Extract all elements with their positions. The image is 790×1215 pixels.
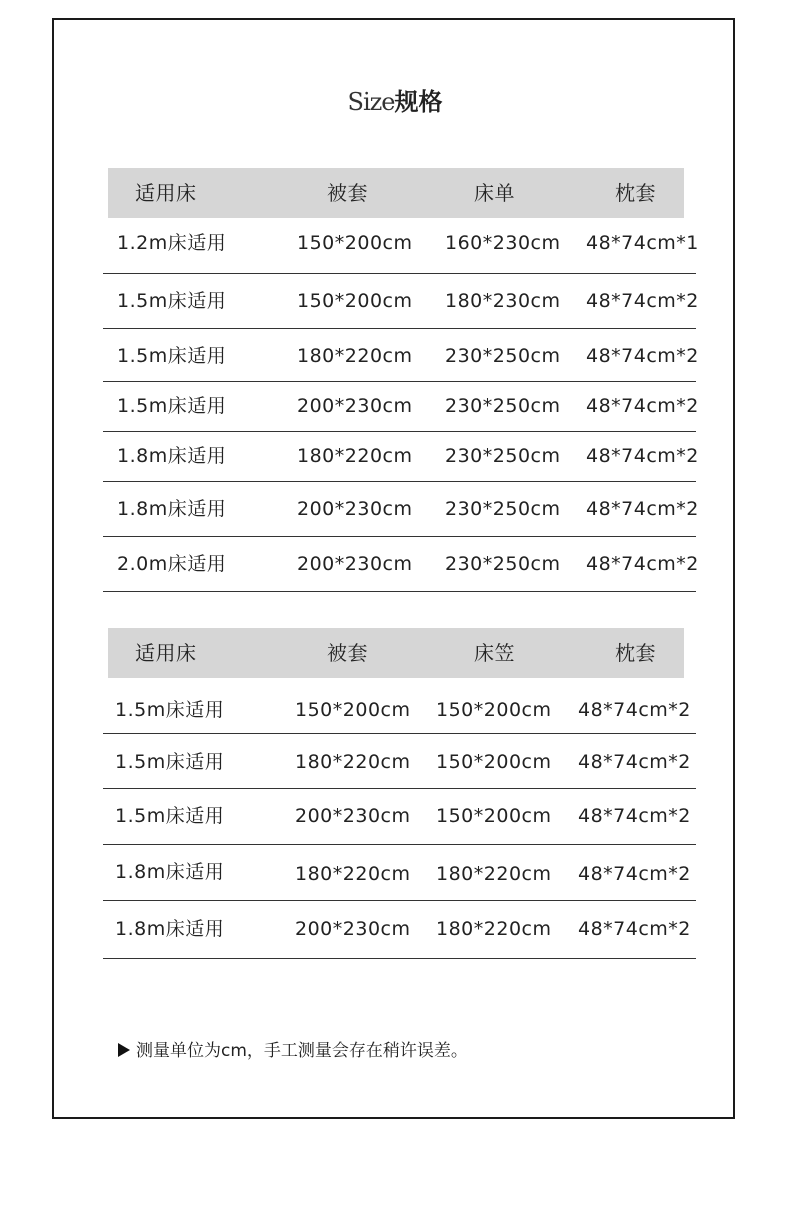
cell-bed-size: 1.8m床适用 [117,498,227,520]
table-row [103,537,699,592]
cell-bed-sheet: 230*250cm [445,553,561,575]
cell-bed-size: 1.5m床适用 [115,699,225,721]
cell-bed-size: 2.0m床适用 [117,553,227,575]
table-row [103,678,696,734]
cell-pillowcase: 48*74cm*2 [578,699,691,721]
cell-duvet-cover: 180*220cm [297,445,413,467]
cell-pillowcase: 48*74cm*1 [586,232,699,254]
cell-bed-size: 1.5m床适用 [117,290,227,312]
cell-fitted-sheet: 180*220cm [436,918,552,940]
header-pillowcase: 枕套 [615,181,656,205]
title-chinese: 规格 [394,88,443,116]
header-bed-size: 适用床 [135,641,197,665]
title-english: Size [347,88,395,116]
table-row [103,218,699,274]
header-bed-sheet: 床单 [474,181,515,205]
header-duvet-cover: 被套 [327,641,368,665]
header-fitted-sheet: 床笠 [474,641,515,665]
table-header [108,168,684,218]
cell-pillowcase: 48*74cm*2 [586,290,699,312]
table-row [103,329,699,382]
cell-pillowcase: 48*74cm*2 [578,751,691,773]
cell-duvet-cover: 150*200cm [297,290,413,312]
cell-pillowcase: 48*74cm*2 [586,395,699,417]
cell-pillowcase: 48*74cm*2 [578,805,691,827]
cell-pillowcase: 48*74cm*2 [586,345,699,367]
cell-pillowcase: 48*74cm*2 [586,553,699,575]
table-row [103,274,699,329]
header-bed-size: 适用床 [135,181,197,205]
header-pillowcase: 枕套 [615,641,656,665]
cell-bed-sheet: 160*230cm [445,232,561,254]
triangle-bullet-icon [118,1043,130,1057]
table-row [103,901,696,959]
cell-duvet-cover: 200*230cm [295,918,411,940]
cell-bed-size: 1.5m床适用 [115,805,225,827]
cell-duvet-cover: 180*220cm [295,863,411,885]
cell-bed-sheet: 230*250cm [445,395,561,417]
table-row [103,432,699,482]
table-header [108,628,684,678]
cell-bed-size: 1.8m床适用 [115,861,225,883]
cell-duvet-cover: 200*230cm [297,498,413,520]
table-row [103,845,696,901]
cell-duvet-cover: 200*230cm [297,553,413,575]
cell-duvet-cover: 200*230cm [295,805,411,827]
table-row [103,734,696,789]
cell-duvet-cover: 150*200cm [295,699,411,721]
cell-duvet-cover: 150*200cm [297,232,413,254]
cell-duvet-cover: 180*220cm [297,345,413,367]
measurement-note [118,1036,468,1061]
cell-pillowcase: 48*74cm*2 [586,445,699,467]
cell-pillowcase: 48*74cm*2 [578,918,691,940]
cell-duvet-cover: 180*220cm [295,751,411,773]
cell-bed-size: 1.5m床适用 [117,345,227,367]
cell-bed-sheet: 230*250cm [445,345,561,367]
cell-bed-sheet: 230*250cm [445,445,561,467]
table-row [103,482,699,537]
cell-bed-size: 1.8m床适用 [117,445,227,467]
measurement-note-text: 测量单位为cm，手工测量会存在稍许误差。 [136,1041,468,1061]
cell-bed-sheet: 180*230cm [445,290,561,312]
cell-bed-size: 1.8m床适用 [115,918,225,940]
cell-fitted-sheet: 150*200cm [436,699,552,721]
cell-duvet-cover: 200*230cm [297,395,413,417]
cell-bed-size: 1.2m床适用 [117,232,227,254]
cell-fitted-sheet: 180*220cm [436,863,552,885]
page-title [0,84,790,120]
cell-bed-sheet: 230*250cm [445,498,561,520]
cell-bed-size: 1.5m床适用 [117,395,227,417]
table-row [103,789,696,845]
table-row [103,382,699,432]
cell-pillowcase: 48*74cm*2 [578,863,691,885]
cell-pillowcase: 48*74cm*2 [586,498,699,520]
cell-fitted-sheet: 150*200cm [436,751,552,773]
cell-fitted-sheet: 150*200cm [436,805,552,827]
header-duvet-cover: 被套 [327,181,368,205]
cell-bed-size: 1.5m床适用 [115,751,225,773]
